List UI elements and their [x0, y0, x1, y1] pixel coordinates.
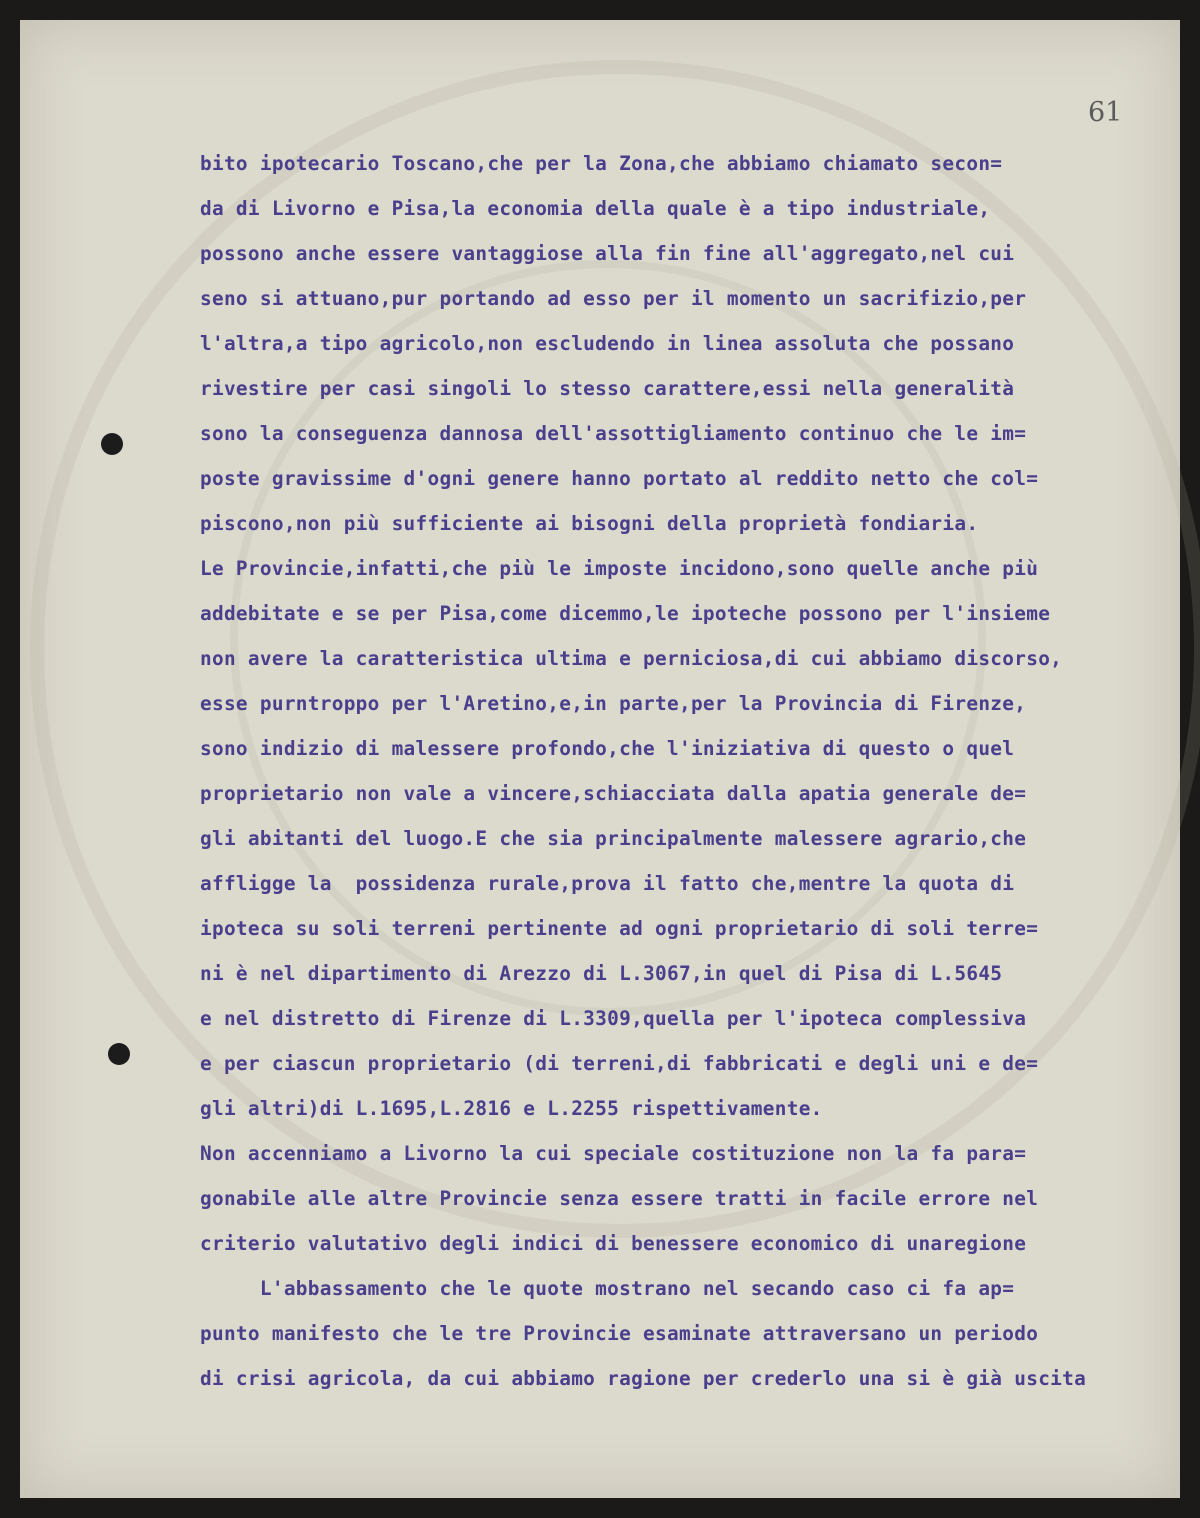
text-line: e nel distretto di Firenze di L.3309,quella per l'ipoteca complessiva	[200, 1007, 1027, 1030]
text-line: rivestire per casi singoli lo stesso carattere,essi nella generalità	[200, 377, 1015, 400]
text-line: piscono,non più sufficiente ai bisogni della proprietà fondiaria.	[200, 512, 979, 535]
text-line: seno si attuano,pur portando ad esso per il momento un sacrifizio,per	[200, 287, 1027, 310]
text-line: esse purntroppo per l'Aretino,e,in parte,per la Provincia di Firenze,	[200, 692, 1027, 715]
page-number: 61	[1088, 97, 1123, 128]
text-line: bito ipotecario Toscano,che per la Zona,che abbiamo chiamato secon=	[200, 152, 1003, 175]
text-line: l'altra,a tipo agricolo,non escludendo in linea assoluta che possano	[200, 332, 1015, 355]
text-line: di crisi agricola, da cui abbiamo ragione per crederlo una si è già uscita	[200, 1367, 1087, 1390]
text-line: sono la conseguenza dannosa dell'assottigliamento continuo che le im=	[200, 422, 1027, 445]
text-line: da di Livorno e Pisa,la economia della quale è a tipo industriale,	[200, 197, 991, 220]
text-line: ni è nel dipartimento di Arezzo di L.3067,in quel di Pisa di L.5645	[200, 962, 1003, 985]
punch-hole-top	[101, 433, 123, 455]
text-line: proprietario non vale a vincere,schiacciata dalla apatia generale de=	[200, 782, 1027, 805]
punch-hole-bottom	[108, 1043, 130, 1065]
text-line: Non accenniamo a Livorno la cui speciale costituzione non la fa para=	[200, 1142, 1027, 1165]
text-line: poste gravissime d'ogni genere hanno portato al reddito netto che col=	[200, 467, 1039, 490]
text-line: punto manifesto che le tre Provincie esaminate attraversano un periodo	[200, 1322, 1039, 1345]
text-line: gli abitanti del luogo.E che sia principalmente malessere agrario,che	[200, 827, 1027, 850]
text-line: criterio valutativo degli indici di benessere economico di unaregione	[200, 1232, 1027, 1255]
text-line: affligge la possidenza rurale,prova il fatto che,mentre la quota di	[200, 872, 1015, 895]
text-line: possono anche essere vantaggiose alla fin fine all'aggregato,nel cui	[200, 242, 1015, 265]
text-line: Le Provincie,infatti,che più le imposte incidono,sono quelle anche più	[200, 557, 1039, 580]
text-line: gonabile alle altre Provincie senza essere tratti in facile errore nel	[200, 1187, 1039, 1210]
text-line: addebitate e se per Pisa,come dicemmo,le ipoteche possono per l'insieme	[200, 602, 1051, 625]
text-line: ipoteca su soli terreni pertinente ad ogni proprietario di soli terre=	[200, 917, 1039, 940]
text-line: sono indizio di malessere profondo,che l'iniziativa di questo o quel	[200, 737, 1015, 760]
text-line: L'abbassamento che le quote mostrano nel secando caso ci fa ap=	[200, 1277, 1015, 1300]
text-line: non avere la caratteristica ultima e perniciosa,di cui abbiamo discorso,	[200, 647, 1063, 670]
text-line: e per ciascun proprietario (di terreni,di fabbricati e degli uni e de=	[200, 1052, 1039, 1075]
text-line: gli altri)di L.1695,L.2816 e L.2255 rispettivamente.	[200, 1097, 823, 1120]
